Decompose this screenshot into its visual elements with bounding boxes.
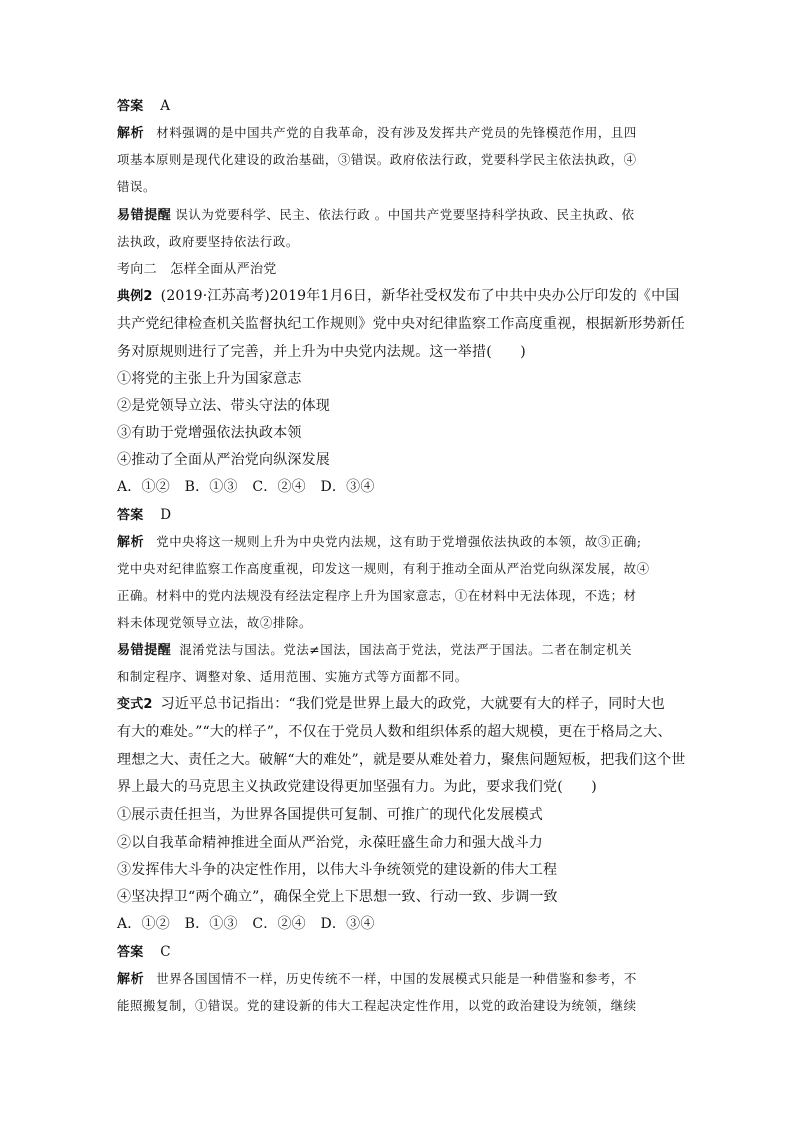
- variant-stem-line: [117, 694, 682, 715]
- analysis-label: 解析: [117, 126, 145, 141]
- answer-line-2: [117, 505, 682, 526]
- analysis-line: [117, 123, 682, 144]
- variant-stem-text: 习近平总书记指出：“我们党是世界上最大的政党，大就要有大的样子，同时大也: [160, 696, 666, 712]
- analysis-text: 能照搬复制，①错误。党的建设新的伟大工程起决定性作用，以党的政治建设为统领，继续: [117, 998, 637, 1013]
- variant-stem-text: 界上最大的马克思主义执政党建设得更加坚强有力。为此，要求我们党( ): [117, 779, 597, 795]
- variant-item: ③发挥伟大斗争的决定性作用，以伟大斗争统领党的建设新的伟大工程: [117, 862, 558, 878]
- example-item: ③有助于党增强依法执政本领: [117, 425, 302, 441]
- variant-label: 变式2: [117, 697, 153, 712]
- option-d: D．③④: [320, 916, 375, 932]
- error-tip-text: 混淆党法与国法。党法≠国法，国法高于党法，党法严于国法。二者在制定机关: [179, 642, 633, 657]
- analysis-text: 世界各国国情不一样，历史传统不一样，中国的发展模式只能是一种借鉴和参考，不: [156, 971, 637, 986]
- answer-label: 答案: [117, 508, 144, 523]
- option-d: D．③④: [320, 479, 375, 495]
- error-tip-text: 法执政，政府要坚持依法行政。: [117, 234, 299, 249]
- variant-item: ④坚决捍卫“两个确立”，确保全党上下思想一致、行动一致、步调一致: [117, 889, 558, 905]
- section-title: [117, 259, 682, 280]
- error-tip-line: [117, 205, 682, 226]
- example-item: ②是党领导立法、带头守法的体现: [117, 398, 330, 414]
- answer-value: C: [160, 944, 171, 960]
- error-tip-label: 易错提醒: [117, 208, 172, 223]
- error-tip-text: 误认为党要科学、民主、依法行政 。中国共产党要坚持科学执政、民主执政、依: [175, 207, 635, 222]
- example-stem-text: 务对原规则进行了完善，并上升为中央党内法规。这一举措( ): [117, 344, 526, 360]
- option-c: C．②④: [252, 916, 306, 932]
- option-b: B．①③: [184, 916, 238, 932]
- example-options: [117, 477, 682, 497]
- option-a: A．①②: [117, 479, 170, 495]
- answer-line-1: [117, 96, 682, 117]
- analysis-text: 项基本原则是现代化建设的政治基础，③错误。政府依法行政，党要科学民主依法执政，④: [117, 152, 637, 167]
- answer-value: A: [160, 98, 171, 114]
- example-item: ④推动了全面从严治党向纵深发展: [117, 452, 330, 468]
- analysis-line: [117, 532, 682, 553]
- variant-stem-text: 有大的难处。”“大的样子”，不仅在于党员人数和组织体系的超大规模，更在于格局之大、: [117, 724, 672, 740]
- analysis-line: [117, 969, 682, 990]
- analysis-text: 正确。材料中的党内法规没有经法定程序上升为国家意志，①在材料中无法体现，不选；材: [117, 588, 637, 603]
- analysis-label: 解析: [117, 535, 145, 550]
- analysis-text: 材料强调的是中国共产党的自我革命，没有涉及发挥共产党员的先锋模范作用，且四: [156, 125, 637, 140]
- example-stem-line: [117, 286, 682, 307]
- analysis-label: 解析: [117, 972, 145, 987]
- example-item: ①将党的主张上升为国家意志: [117, 371, 302, 387]
- answer-label: 答案: [117, 945, 144, 960]
- variant-item: ②以自我革命精神推进全面从严治党，永葆旺盛生命力和强大战斗力: [117, 835, 543, 851]
- variant-stem-text: 理想之大、责任之大。破解“大的难处”，就是要从难处着力，聚焦问题短板，把我们这个世: [117, 752, 686, 768]
- variant-options: [117, 914, 682, 934]
- analysis-text: 党中央将这一规则上升为中央党内法规，这有助于党增强依法执政的本领，故③正确;: [156, 534, 642, 549]
- error-tip-line: [117, 640, 682, 661]
- example-stem-text: (2019·江苏高考)2019年1月6日，新华社受权发布了中共中央办公厅印发的《中国: [160, 288, 680, 304]
- option-b: B．①③: [184, 479, 238, 495]
- answer-label: 答案: [117, 99, 144, 114]
- option-c: C．②④: [252, 479, 306, 495]
- variant-item: ①展示责任担当，为世界各国提供可复制、可推广的现代化发展模式: [117, 807, 543, 823]
- analysis-text: 料未体现党领导立法，故②排除。: [117, 615, 312, 630]
- section-title-text: 考向二 怎样全面从严治党: [117, 262, 277, 277]
- analysis-text: 错误。: [117, 179, 156, 194]
- example-label: 典例2: [117, 289, 153, 304]
- analysis-text: 党中央对纪律监察工作高度重视，印发这一规则，有利于推动全面从严治党向纵深发展，故④: [117, 561, 650, 576]
- option-a: A．①②: [117, 916, 170, 932]
- example-stem-text: 共产党纪律检查机关监督执纪工作规则》党中央对纪律监察工作高度重视，根据新形势新任: [117, 316, 685, 332]
- error-tip-label: 易错提醒: [117, 643, 172, 658]
- answer-line-3: [117, 942, 682, 963]
- answer-value: D: [160, 507, 172, 523]
- error-tip-text: 和制定程序、调整对象、适用范围、实施方式等方面都不同。: [117, 669, 468, 684]
